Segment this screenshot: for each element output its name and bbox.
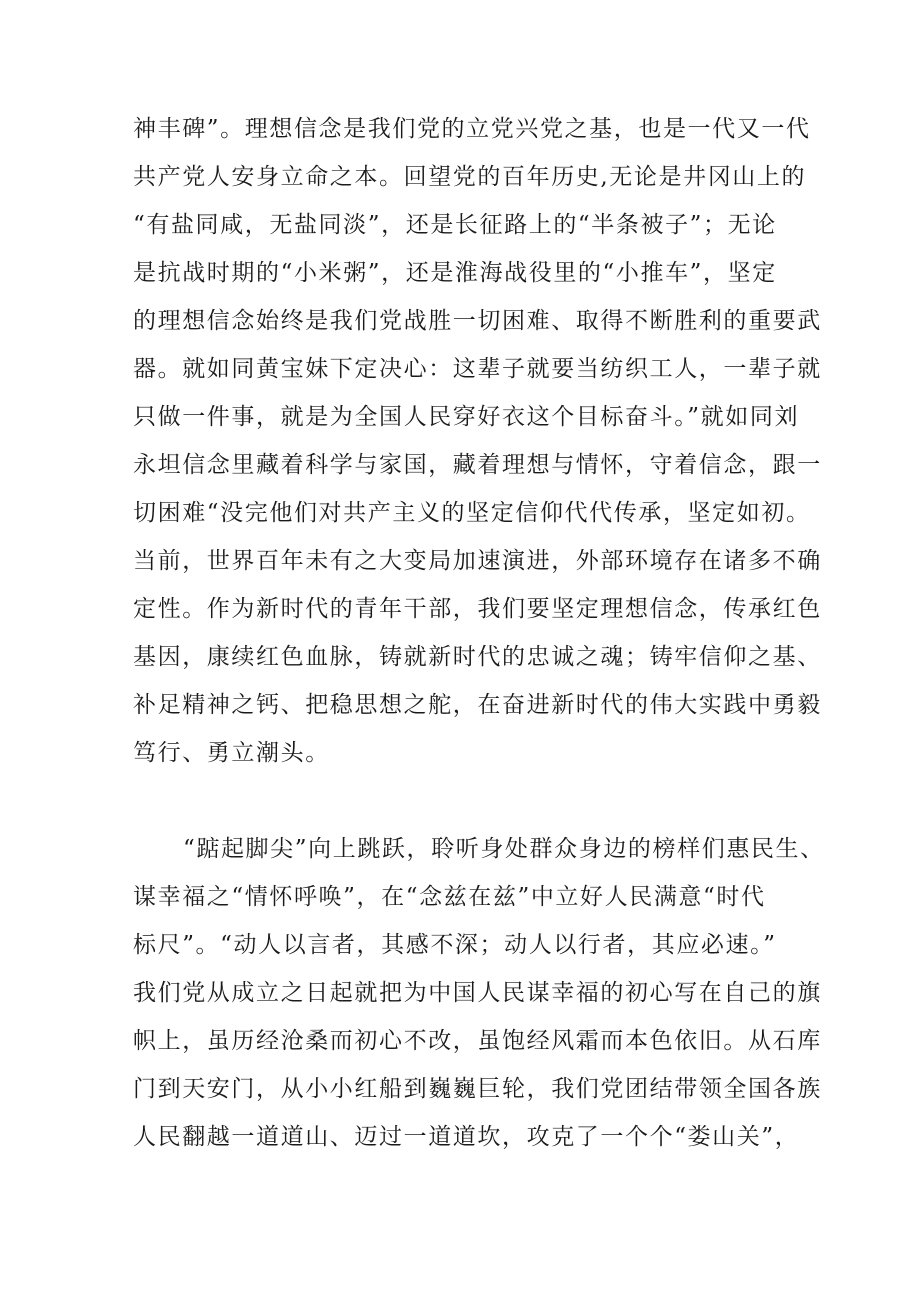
text-line: 帜上，虽历经沧桑而初心不改，虽饱经风霜而本色依旧。从石库 <box>133 1028 822 1054</box>
text-line: 人民翻越一道道山、迈过一道道坎，攻克了一个个“娄山关”， <box>133 1124 800 1150</box>
text-line: 共产党人安身立命之本。回望党的百年历史,无论是井冈山上的 <box>133 164 807 190</box>
text-line: 的理想信念始终是我们党战胜一切困难、取得不断胜利的重要武 <box>133 308 822 334</box>
text-line: 基因，康续红色血脉，铸就新时代的忠诚之魂；铸牢信仰之基、 <box>133 644 822 670</box>
text-line: 门到天安门，从小小红船到巍巍巨轮，我们党团结带领全国各族 <box>133 1076 822 1102</box>
text-line: 补足精神之钙、把稳思想之舵，在奋进新时代的伟大实践中勇毅 <box>133 692 822 718</box>
text-line: 是抗战时期的“小米粥”，还是淮海战役里的“小推车”，坚定 <box>133 260 777 286</box>
text-line: 器。就如同黄宝妹下定决心：这辈子就要当纺织工人，一辈子就 <box>133 356 822 382</box>
text-line: 笃行、勇立潮头。 <box>133 740 330 766</box>
text-line: 我们党从成立之日起就把为中国人民谋幸福的初心写在自己的旗 <box>133 980 822 1006</box>
text-line: 定性。作为新时代的青年干部，我们要坚定理想信念，传承红色 <box>133 596 822 622</box>
text-line: 切困难“没完他们对共产主义的坚定信仰代代传承，坚定如初。 <box>133 500 811 526</box>
text-line: 神丰碑”。理想信念是我们党的立党兴党之基，也是一代又一代 <box>133 116 811 142</box>
text-line: 只做一件事，就是为全国人民穿好衣这个目标奋斗。”就如同刘 <box>133 404 800 430</box>
text-line: “有盐同咸，无盐同淡”，还是长征路上的“半条被子”；无论 <box>133 212 777 238</box>
text-line: 标尺”。“动人以言者，其感不深；动人以行者，其应必速。” <box>133 932 777 958</box>
text-line: 永坦信念里藏着科学与家国，藏着理想与情怀，守着信念，跟一 <box>133 452 822 478</box>
text-line: 当前，世界百年未有之大变局加速演进，外部环境存在诸多不确 <box>133 548 822 574</box>
text-line: 谋幸福之“情怀呼唤”，在“念兹在兹”中立好人民满意“时代 <box>133 884 766 910</box>
text-line-indented: “踮起脚尖”向上跳跃，聆听身处群众身边的榜样们惠民生、 <box>183 836 825 862</box>
